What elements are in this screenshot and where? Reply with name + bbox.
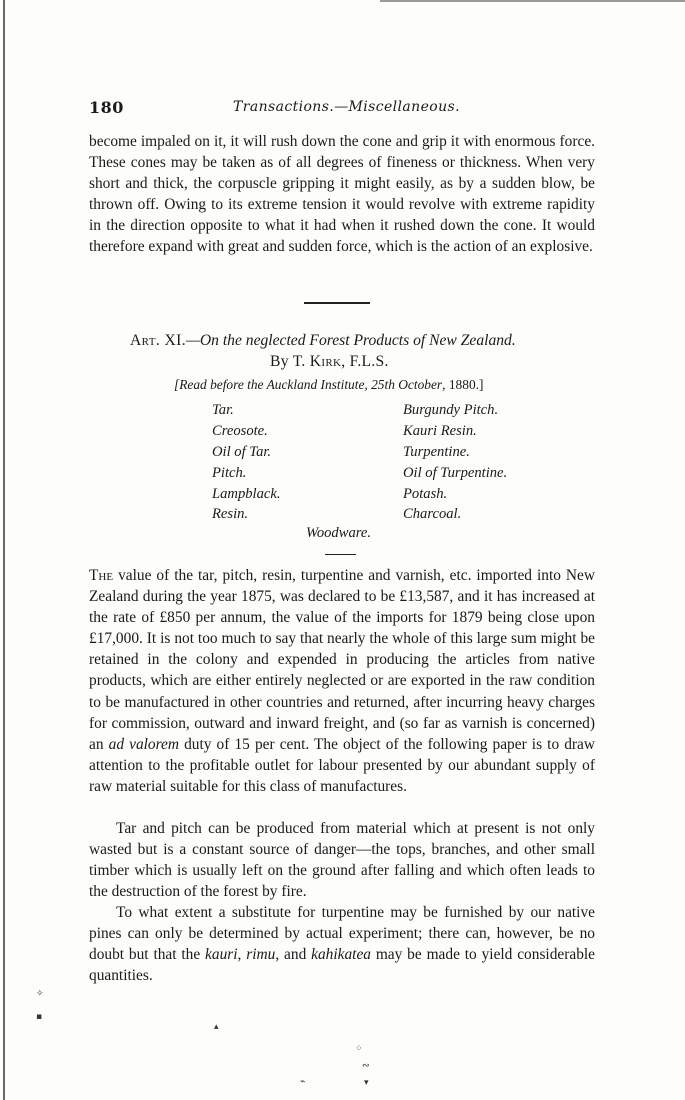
list-divider	[325, 554, 356, 555]
top-edge-rule	[380, 0, 685, 2]
product-item: Potash.	[403, 485, 448, 502]
note-suffix: , 1880.]	[442, 377, 484, 392]
species-name: kauri	[205, 946, 238, 964]
product-item: Oil of Tar.	[212, 443, 272, 460]
product-list-left	[212, 400, 281, 525]
article-heading	[130, 332, 550, 350]
note-prefix: [Read before the Auckland Institute,	[174, 377, 368, 392]
body-paragraph-1	[89, 565, 595, 797]
author-name: Kirk,	[309, 353, 346, 370]
paragraph-text: value of the tar, pitch, resin, turpentine and varnish, etc. imported into New Zealand during the year 1875, was declared to be £13,587, and it has increased at the rate of £850 per annum, the value of the imports for 1879 being close upon £17,000. It is not too much to say that nearly the whole of this large sum might be retained in the colony and expended in producing the articles from native products, which are either entirely neglected or are exported in the raw condition to be manufactured in other countries and returned, after incurring heavy charges for commission, outward and inward freight, and (so far as varnish is concerned) an	[89, 567, 595, 753]
article-title: —On the neglected Forest Products of New Zealand.	[186, 332, 516, 349]
scan-speck: ▴	[214, 1022, 219, 1032]
read-before-note	[174, 377, 483, 393]
species-name: kahikatea	[311, 946, 371, 964]
scan-speck: ▾	[364, 1078, 369, 1088]
note-date: 25th October	[371, 377, 443, 392]
product-list-right	[403, 400, 507, 525]
body-paragraph-3	[89, 902, 595, 986]
scan-speck: ⌁	[300, 1077, 306, 1087]
scan-speck: ✧	[36, 989, 44, 999]
paragraph-italic-term: ad valorem	[108, 735, 179, 753]
product-item: Kauri Resin.	[403, 422, 477, 439]
intro-paragraph: become impaled on it, it will rush down the cone and grip it with enormous force. These cones may be taken as of all degrees of fineness or thickness. When very short and thick, the corpuscle gripping it might easily, as by a sudden blow, be thrown off. Owing to its extreme tension it would revolve with extreme rapidity in the direction opposite to what it had when it rushed down the cone. It would therefore expand with great and sudden force, which is the action of an explosive.	[89, 133, 595, 256]
author-prefix: By T.	[270, 353, 306, 370]
product-item: Resin.	[212, 506, 249, 523]
paragraph-lead-word: The	[89, 567, 114, 584]
species-name: rimu	[246, 946, 276, 964]
product-item: Tar.	[212, 402, 234, 418]
running-title: Transactions.—Miscellaneous.	[233, 99, 460, 115]
product-item: Burgundy Pitch.	[403, 402, 499, 418]
product-item: Pitch.	[212, 464, 247, 481]
product-item: Turpentine.	[403, 443, 470, 460]
scan-speck: ▪	[36, 1012, 43, 1022]
body-paragraph-2: Tar and pitch can be produced from material which at present is not only wasted but is a constant source of danger—the tops, branches, and other small timber which is usually left on the ground after falling and which often leads to the destruction of the forest by fire.	[89, 820, 595, 901]
author-suffix: F.L.S.	[349, 353, 389, 370]
product-item: Oil of Turpentine.	[403, 464, 508, 481]
paragraph-text: duty of 15 per cent. The object of the following paper is to draw attention to the profitable outlet for labour presented by our abundant supply of raw material suitable for this class of manufactures.	[89, 735, 596, 795]
paragraph-text: , and	[275, 946, 312, 964]
page-binding-edge	[3, 0, 5, 1100]
scan-speck: ⁘	[355, 1044, 363, 1054]
product-item: Charcoal.	[403, 506, 462, 523]
product-item: Creosote.	[212, 422, 268, 439]
article-number: Art. XI.	[130, 332, 187, 349]
article-author	[270, 353, 389, 371]
paragraph-text: To what extent a substitute for turpentine may be furnished by our native pines can only be determined by actual experiment; there can, however, be no doubt but that the	[89, 904, 595, 964]
section-divider	[304, 302, 370, 304]
page-header	[89, 98, 595, 120]
product-item: Lampblack.	[212, 485, 281, 502]
page-number: 180	[89, 98, 124, 117]
product-item-center: Woodware.	[306, 525, 372, 541]
paragraph-text: may be made to yield considerable quantities.	[89, 946, 595, 985]
paragraph-text: ,	[237, 946, 247, 964]
scan-speck: ∾	[362, 1061, 370, 1071]
